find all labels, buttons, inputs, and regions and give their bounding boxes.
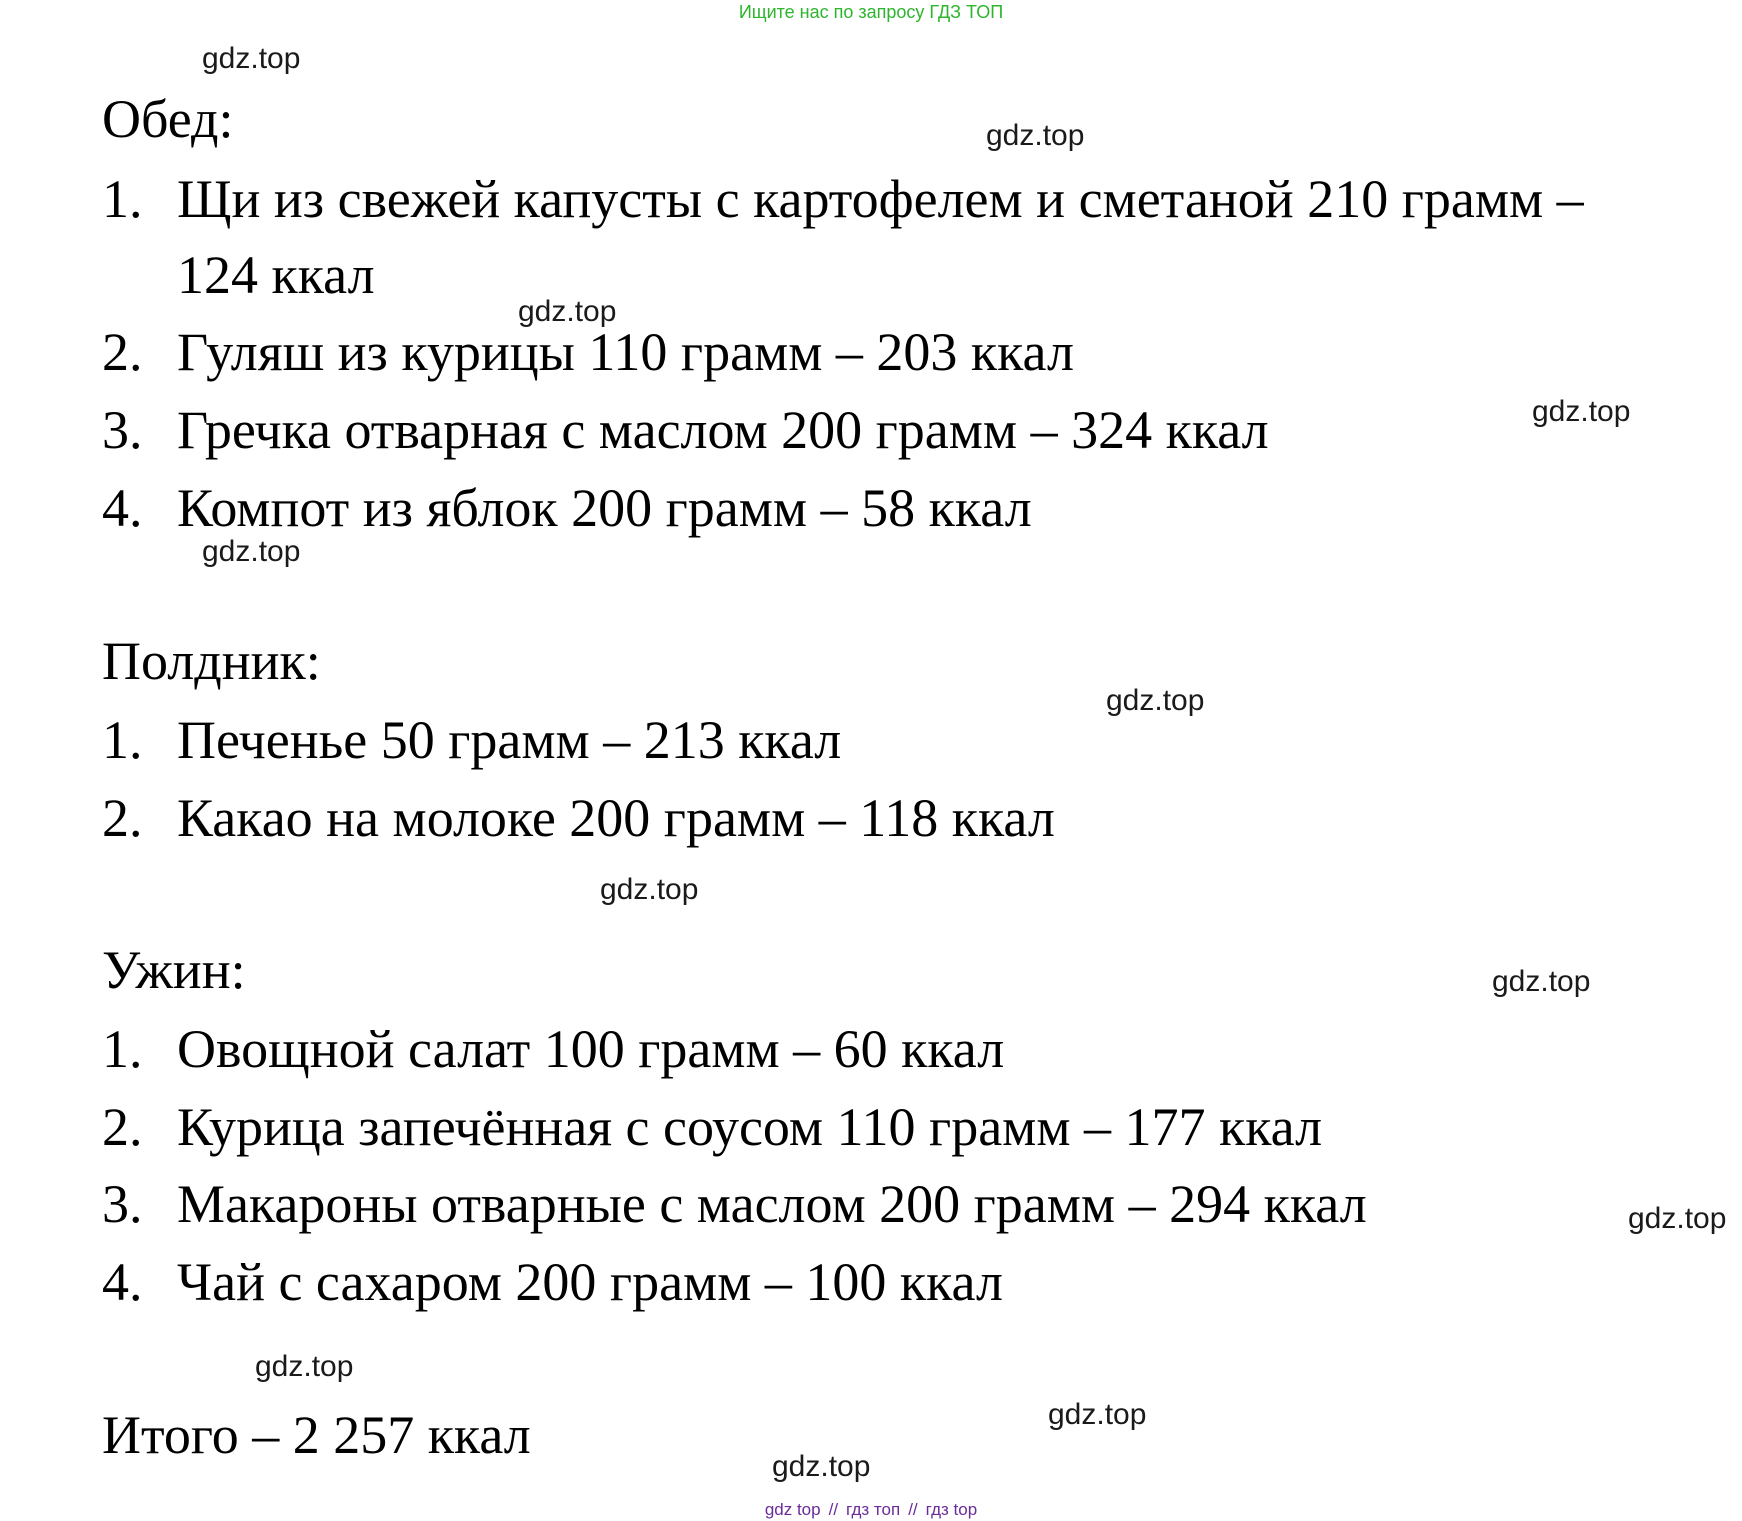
snack-item-2-number: 2. xyxy=(102,788,143,848)
watermark: gdz.top xyxy=(1492,965,1591,998)
watermark: gdz.top xyxy=(600,873,699,906)
lunch-item-1-text-cont: 124 ккал xyxy=(177,245,375,305)
watermark: gdz.top xyxy=(202,535,301,568)
top-note: Ищите нас по запросу ГДЗ ТОП xyxy=(738,2,1004,22)
dinner-item-3-text: Макароны отварные с маслом 200 грамм – 294 ккал xyxy=(177,1174,1367,1234)
dinner-item-4-text: Чай с сахаром 200 грамм – 100 ккал xyxy=(177,1252,1003,1312)
lunch-item-2-text: Гуляш из курицы 110 грамм – 203 ккал xyxy=(177,322,1074,382)
watermark: gdz.top xyxy=(1532,395,1631,428)
snack-item-2-text: Какао на молоке 200 грамм – 118 ккал xyxy=(177,788,1055,848)
lunch-item-3-number: 3. xyxy=(102,400,143,460)
watermark: gdz.top xyxy=(986,119,1085,152)
lunch-item-1-text: Щи из свежей капусты с картофелем и сметаной 210 грамм – xyxy=(177,169,1584,229)
lunch-item-3-text: Гречка отварная с маслом 200 грамм – 324 ккал xyxy=(177,400,1269,460)
dinner-item-1-number: 1. xyxy=(102,1019,143,1079)
watermark: gdz.top xyxy=(518,295,617,328)
snack-item-1-text: Печенье 50 грамм – 213 ккал xyxy=(177,710,842,770)
footer-link-1[interactable]: gdz top xyxy=(764,1500,821,1519)
watermark: gdz.top xyxy=(1628,1202,1727,1235)
lunch-item-2-number: 2. xyxy=(102,322,143,382)
lunch-item-1-number: 1. xyxy=(102,169,143,229)
dinner-item-4-number: 4. xyxy=(102,1252,143,1312)
watermark: gdz.top xyxy=(1106,684,1205,717)
dinner-item-2-number: 2. xyxy=(102,1097,143,1157)
dinner-item-1-text: Овощной салат 100 грамм – 60 ккал xyxy=(177,1019,1005,1079)
lunch-heading: Обед: xyxy=(102,89,234,149)
footer-separator: // xyxy=(908,1500,918,1519)
watermark: gdz.top xyxy=(255,1350,354,1383)
dinner-heading: Ужин: xyxy=(102,940,246,1000)
dinner-item-3-number: 3. xyxy=(102,1174,143,1234)
snack-item-1-number: 1. xyxy=(102,710,143,770)
watermark: gdz.top xyxy=(202,42,301,75)
watermark: gdz.top xyxy=(1048,1398,1147,1431)
watermark: gdz.top xyxy=(772,1450,871,1483)
dinner-item-2-text: Курица запечённая с соусом 110 грамм – 177 ккал xyxy=(177,1097,1323,1157)
footer-separator: // xyxy=(828,1500,839,1519)
lunch-item-4-text: Компот из яблок 200 грамм – 58 ккал xyxy=(177,478,1032,538)
footer-link-2[interactable]: гдз топ xyxy=(846,1500,901,1519)
total-line: Итого – 2 257 ккал xyxy=(102,1405,531,1465)
footer xyxy=(0,1500,1742,1520)
snack-heading: Полдник: xyxy=(102,631,321,691)
footer-link-3[interactable]: гдз top xyxy=(925,1500,978,1519)
lunch-item-4-number: 4. xyxy=(102,478,143,538)
